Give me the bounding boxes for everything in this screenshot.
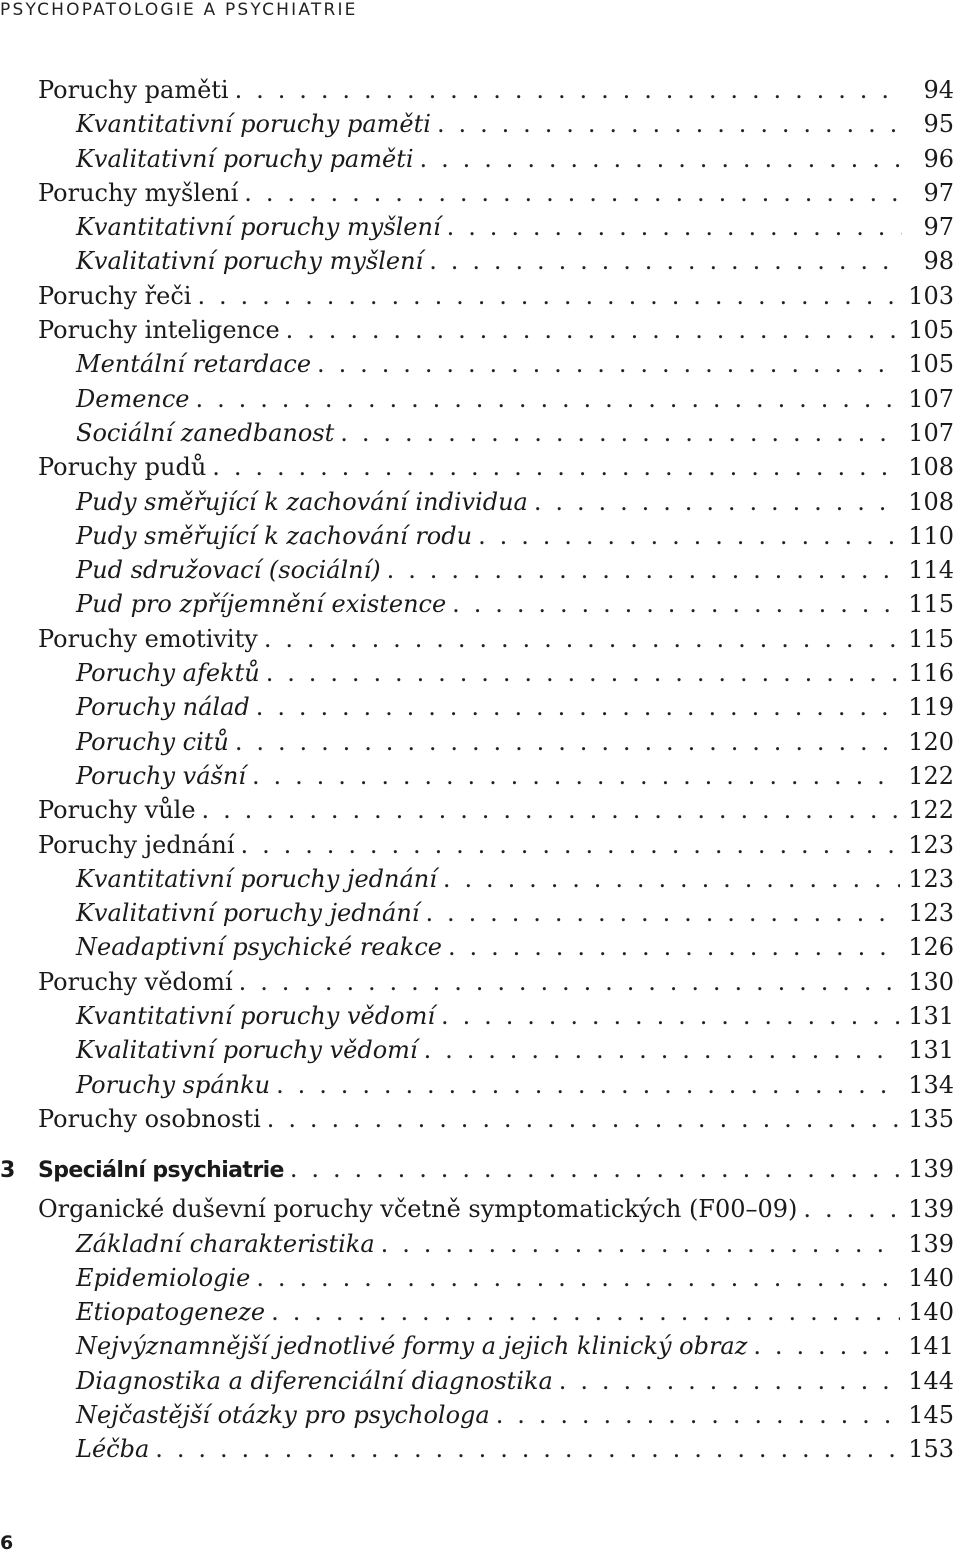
dot-leader (256, 1261, 900, 1295)
dot-leader (235, 725, 900, 759)
toc-subsection-entry[interactable] (0, 1295, 960, 1329)
toc-entry-title: Neadaptivní psychické reakce (76, 933, 442, 962)
toc-entry-title: Poruchy osobnosti (38, 1104, 261, 1133)
dot-leader (340, 416, 900, 450)
toc-subsection-entry[interactable] (0, 759, 960, 793)
toc-entry-title: Demence (76, 384, 190, 413)
toc-entry-page: 105 (908, 316, 954, 345)
toc-entry-page: 108 (908, 487, 954, 516)
dot-leader (534, 485, 900, 519)
toc-subsection-entry[interactable] (0, 1432, 960, 1466)
toc-entry-page: 123 (908, 864, 954, 893)
dot-leader (252, 759, 900, 793)
toc-entry-page: 108 (908, 453, 954, 482)
toc-entry-page: 144 (908, 1366, 954, 1395)
toc-entry-title: Pud pro zpříjemnění existence (76, 590, 447, 619)
toc-subsection-entry[interactable] (0, 690, 960, 724)
dot-leader (276, 1068, 900, 1102)
toc-subsection-entry[interactable] (0, 999, 960, 1033)
toc-section-entry[interactable] (0, 176, 960, 210)
toc-entry-title: Diagnostika a diferenciální diagnostika (76, 1366, 553, 1395)
dot-leader (271, 1295, 900, 1329)
toc-subsection-entry[interactable] (0, 519, 960, 553)
dot-leader (264, 622, 900, 656)
toc-entry-title: Kvantitativní poruchy paměti (76, 110, 431, 139)
dot-leader (267, 1102, 900, 1136)
toc-entry-title: Poruchy citů (76, 727, 229, 756)
toc-entry-title: Poruchy paměti (38, 76, 229, 104)
toc-entry-page: 120 (908, 727, 954, 756)
toc-entry-title: Speciální psychiatrie (38, 1158, 284, 1184)
dot-leader (256, 690, 900, 724)
dot-leader (196, 382, 901, 416)
toc-subsection-entry[interactable] (0, 553, 960, 587)
dot-leader (212, 450, 900, 484)
dot-leader (381, 1227, 901, 1261)
toc-entry-page: 107 (908, 418, 954, 447)
toc-entry-title: Pudy směřující k zachování rodu (76, 521, 473, 550)
dot-leader (317, 347, 900, 381)
dot-leader (803, 1192, 900, 1226)
dot-leader (244, 176, 902, 210)
toc-entry-page: 153 (908, 1435, 954, 1464)
toc-entry-page: 139 (908, 1229, 954, 1258)
toc-entry-title: Pud sdružovací (sociální) (76, 556, 381, 585)
toc-entry-title: Organické duševní poruchy včetně symptomatických (F00–09) (38, 1195, 798, 1224)
toc-entry-title: Kvantitativní poruchy jednání (76, 864, 437, 893)
toc-subsection-entry[interactable] (0, 1329, 960, 1363)
toc-entry-page: 95 (923, 110, 954, 139)
dot-leader (387, 553, 901, 587)
dot-leader (753, 1329, 900, 1363)
toc-entry-page: 94 (923, 76, 954, 104)
toc-entry-title: Poruchy myšlení (38, 178, 239, 207)
toc-subsection-entry[interactable] (0, 587, 960, 621)
toc-subsection-entry[interactable] (0, 244, 960, 278)
toc-subsection-entry[interactable] (0, 1398, 960, 1432)
toc-section-entry[interactable] (0, 828, 960, 862)
toc-entry-page: 140 (908, 1298, 954, 1327)
dot-leader (286, 313, 901, 347)
toc-entry-page: 140 (908, 1263, 954, 1292)
toc-entry-title: Nejčastější otázky pro psychologa (76, 1400, 490, 1429)
toc-entry-title: Poruchy inteligence (38, 316, 280, 345)
dot-leader (559, 1364, 900, 1398)
toc-subsection-entry[interactable] (0, 485, 960, 519)
toc-entry-title: Léčba (76, 1435, 150, 1464)
toc-subsection-entry[interactable] (0, 1068, 960, 1102)
toc-entry-page: 141 (908, 1332, 954, 1361)
toc-chapter-entry[interactable] (0, 1136, 960, 1192)
toc-section-entry[interactable] (0, 73, 960, 107)
toc-section-entry[interactable] (0, 965, 960, 999)
toc-entry-page: 135 (908, 1104, 954, 1133)
toc-entry-title: Poruchy jednání (38, 830, 235, 859)
toc-entry-page: 123 (908, 830, 954, 859)
toc-entry-title: Poruchy vášní (76, 761, 246, 790)
toc-entry-title: Sociální zanedbanost (76, 418, 335, 447)
toc-entry-title: Kvalitativní poruchy paměti (76, 144, 414, 173)
page-number: 6 (0, 1532, 14, 1554)
toc-section-entry[interactable] (0, 622, 960, 656)
dot-leader (202, 793, 901, 827)
toc-entry-page: 97 (923, 178, 954, 207)
toc-entry-page: 131 (908, 1036, 954, 1065)
toc-entry-page: 105 (908, 350, 954, 379)
toc-entry-title: Pudy směřující k zachování individua (76, 487, 528, 516)
toc-entry-page: 131 (908, 1002, 954, 1031)
toc-subsection-entry[interactable] (0, 1227, 960, 1261)
toc-subsection-entry[interactable] (0, 1364, 960, 1398)
toc-entry-title: Epidemiologie (76, 1263, 251, 1292)
toc-entry-page: 126 (908, 933, 954, 962)
toc-entry-title: Poruchy pudů (38, 453, 207, 482)
toc-entry-page: 119 (908, 693, 954, 722)
toc-section-entry[interactable] (0, 279, 960, 313)
toc-subsection-entry[interactable] (0, 107, 960, 141)
toc-entry-page: 139 (908, 1195, 954, 1224)
dot-leader (429, 244, 902, 278)
toc-entry-title: Kvantitativní poruchy vědomí (76, 1002, 436, 1031)
dot-leader (241, 828, 901, 862)
toc-entry-title: Poruchy emotivity (38, 624, 258, 653)
toc-entry-page: 107 (908, 384, 954, 413)
toc-subsection-entry[interactable] (0, 1033, 960, 1067)
dot-leader (448, 930, 900, 964)
toc-subsection-entry[interactable] (0, 210, 960, 244)
toc-entry-title: Mentální retardace (76, 350, 312, 379)
dot-leader (443, 862, 900, 896)
toc-entry-page: 130 (908, 967, 954, 996)
toc-entry-page: 97 (923, 213, 954, 242)
toc-entry-title: Kvantitativní poruchy myšlení (76, 213, 441, 242)
toc-section-entry[interactable] (0, 450, 960, 484)
toc-subsection-entry[interactable] (0, 382, 960, 416)
toc-section-entry[interactable] (0, 1102, 960, 1136)
toc-entry-title: Poruchy vůle (38, 796, 196, 825)
toc-subsection-entry[interactable] (0, 1261, 960, 1295)
toc-subsection-entry[interactable] (0, 862, 960, 896)
toc-subsection-entry[interactable] (0, 656, 960, 690)
toc-entry-page: 110 (908, 521, 954, 550)
dot-leader (437, 107, 902, 141)
dot-leader (266, 656, 901, 690)
toc-entry-title: Základní charakteristika (76, 1229, 375, 1258)
toc-entry-title: Poruchy afektů (76, 659, 260, 688)
toc-entry-title: Etiopatogeneze (76, 1298, 266, 1327)
toc-subsection-entry[interactable] (0, 347, 960, 381)
toc-entry-page: 116 (908, 659, 954, 688)
dot-leader (441, 999, 900, 1033)
dot-leader (155, 1432, 900, 1466)
toc-subsection-entry[interactable] (0, 142, 960, 176)
dot-leader (235, 73, 902, 107)
toc-subsection-entry[interactable] (0, 896, 960, 930)
chapter-number: 3 (0, 1158, 16, 1184)
toc-entry-title: Poruchy vědomí (38, 967, 233, 996)
toc-subsection-entry[interactable] (0, 725, 960, 759)
dot-leader (290, 1136, 900, 1192)
dot-leader (447, 210, 902, 244)
dot-leader (496, 1398, 900, 1432)
table-of-contents (0, 73, 960, 1467)
toc-entry-title: Kvalitativní poruchy vědomí (76, 1036, 418, 1065)
toc-entry-page: 98 (923, 247, 954, 276)
toc-entry-page: 139 (908, 1155, 954, 1184)
dot-leader (420, 142, 902, 176)
dot-leader (197, 279, 900, 313)
toc-subsection-entry[interactable] (0, 930, 960, 964)
dot-leader (239, 965, 901, 999)
toc-entry-page: 122 (908, 761, 954, 790)
toc-entry-title: Kvalitativní poruchy jednání (76, 899, 420, 928)
dot-leader (425, 896, 900, 930)
toc-section-entry[interactable] (0, 793, 960, 827)
toc-entry-title: Nejvýznamnější jednotlivé formy a jejich klinický obraz (76, 1332, 748, 1361)
toc-entry-page: 115 (908, 624, 954, 653)
toc-entry-page: 114 (908, 556, 954, 585)
toc-entry-title: Kvalitativní poruchy myšlení (76, 247, 424, 276)
toc-entry-page: 134 (908, 1070, 954, 1099)
toc-entry-page: 96 (923, 144, 954, 173)
toc-entry-page: 123 (908, 899, 954, 928)
toc-entry-page: 103 (908, 281, 954, 310)
dot-leader (424, 1033, 901, 1067)
toc-section-entry[interactable] (0, 313, 960, 347)
toc-section-entry[interactable] (0, 1192, 960, 1226)
dot-leader (452, 587, 900, 621)
dot-leader (478, 519, 900, 553)
toc-entry-title: Poruchy spánku (76, 1070, 271, 1099)
toc-subsection-entry[interactable] (0, 416, 960, 450)
running-head: PSYCHOPATOLOGIE A PSYCHIATRIE (0, 0, 358, 20)
toc-entry-page: 122 (908, 796, 954, 825)
toc-entry-page: 115 (908, 590, 954, 619)
toc-entry-title: Poruchy řeči (38, 281, 192, 310)
toc-entry-title: Poruchy nálad (76, 693, 250, 722)
toc-entry-page: 145 (908, 1400, 954, 1429)
